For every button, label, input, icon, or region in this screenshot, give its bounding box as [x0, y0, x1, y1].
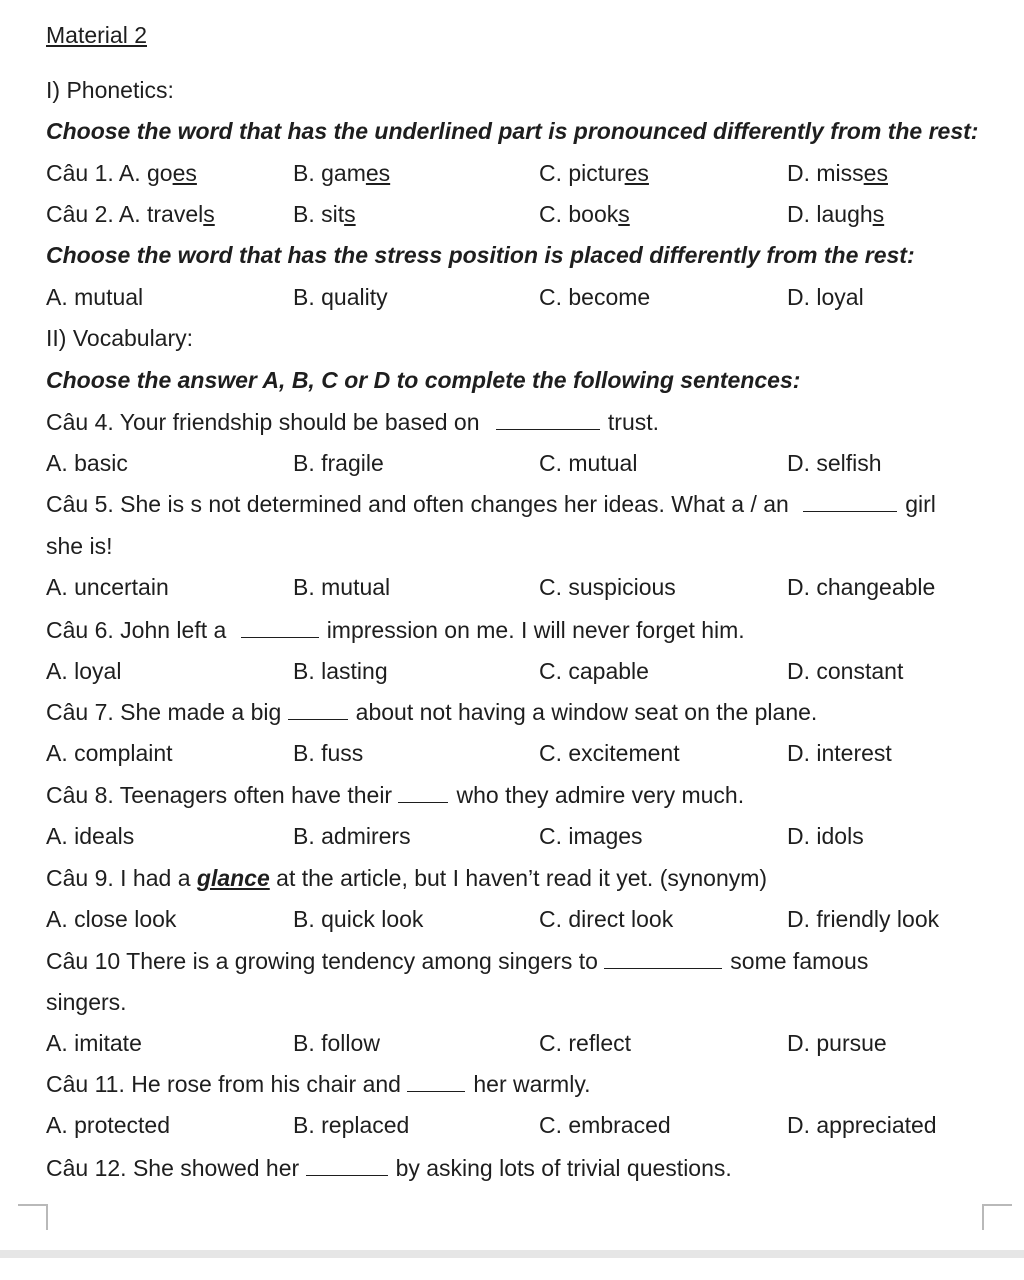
q9-option-a: A. close look	[46, 906, 177, 932]
q10-option-b: B. follow	[293, 1030, 380, 1056]
page-corner-mark-right	[982, 1204, 1012, 1230]
section-vocabulary-heading: II) Vocabulary:	[46, 325, 194, 351]
page-bottom-divider	[0, 1250, 1024, 1258]
q9-option-d: D. friendly look	[787, 906, 940, 932]
q11-stem: Câu 11. He rose from his chair and her warmly.	[46, 1071, 591, 1097]
q4-option-c: C. mutual	[539, 450, 638, 476]
q1-option-c: C. pictures	[539, 160, 649, 186]
q1-option-a: Câu 1. A. goes	[46, 160, 197, 186]
q11-option-b: B. replaced	[293, 1112, 410, 1138]
q3-option-a: A. mutual	[46, 284, 144, 310]
q7-option-c: C. excitement	[539, 740, 680, 766]
q5-option-d: D. changeable	[787, 574, 936, 600]
q2-option-a: Câu 2. A. travels	[46, 201, 215, 227]
q10-option-c: C. reflect	[539, 1030, 632, 1056]
q3-option-d: D. loyal	[787, 284, 864, 310]
q7-option-d: D. interest	[787, 740, 892, 766]
instruction-vocabulary: Choose the answer A, B, C or D to complete the following sentences:	[46, 367, 801, 393]
q2-option-c: C. books	[539, 201, 630, 227]
q7-stem: Câu 7. She made a big about not having a window seat on the plane.	[46, 699, 818, 725]
q11-option-a: A. protected	[46, 1112, 171, 1138]
q7-option-b: B. fuss	[293, 740, 364, 766]
q4-stem: Câu 4. Your friendship should be based on trust.	[46, 409, 660, 435]
q8-option-c: C. images	[539, 823, 643, 849]
q8-option-b: B. admirers	[293, 823, 411, 849]
q6-option-b: B. lasting	[293, 658, 388, 684]
q1-option-b: B. games	[293, 160, 391, 186]
q6-option-d: D. constant	[787, 658, 904, 684]
q6-option-a: A. loyal	[46, 658, 122, 684]
q8-option-d: D. idols	[787, 823, 864, 849]
q5-option-b: B. mutual	[293, 574, 391, 600]
q10-stem: Câu 10 There is a growing tendency among singers to some famous	[46, 948, 869, 974]
instruction-stress: Choose the word that has the stress position is placed differently from the rest:	[46, 242, 915, 268]
q9-option-c: C. direct look	[539, 906, 674, 932]
q6-stem: Câu 6. John left a impression on me. I will never forget him.	[46, 617, 745, 643]
page-title: Material 2	[46, 22, 147, 48]
section-phonetics-heading: I) Phonetics:	[46, 77, 174, 103]
q4-option-b: B. fragile	[293, 450, 384, 476]
q5-stem-line2: she is!	[46, 533, 113, 559]
q8-option-a: A. ideals	[46, 823, 135, 849]
instruction-pronunciation: Choose the word that has the underlined part is pronounced differently from the rest:	[46, 118, 979, 144]
q2-option-d: D. laughs	[787, 201, 885, 227]
q5-option-c: C. suspicious	[539, 574, 676, 600]
q10-stem-line2: singers.	[46, 989, 127, 1015]
q1-option-d: D. misses	[787, 160, 888, 186]
q8-stem: Câu 8. Teenagers often have their who they admire very much.	[46, 782, 745, 808]
q4-option-d: D. selfish	[787, 450, 882, 476]
q4-option-a: A. basic	[46, 450, 128, 476]
q2-option-b: B. sits	[293, 201, 356, 227]
q6-option-c: C. capable	[539, 658, 649, 684]
q11-option-d: D. appreciated	[787, 1112, 937, 1138]
q11-option-c: C. embraced	[539, 1112, 671, 1138]
q3-option-b: B. quality	[293, 284, 388, 310]
q3-option-c: C. become	[539, 284, 651, 310]
q10-option-a: A. imitate	[46, 1030, 142, 1056]
q7-option-a: A. complaint	[46, 740, 173, 766]
q9-option-b: B. quick look	[293, 906, 424, 932]
q9-stem: Câu 9. I had a glance at the article, but I haven’t read it yet. (synonym)	[46, 865, 768, 891]
page-corner-mark-left	[18, 1204, 48, 1230]
q5-stem: Câu 5. She is s not determined and often changes her ideas. What a / an girl	[46, 491, 936, 517]
q10-option-d: D. pursue	[787, 1030, 887, 1056]
q5-option-a: A. uncertain	[46, 574, 169, 600]
q12-stem: Câu 12. She showed her by asking lots of trivial questions.	[46, 1155, 732, 1181]
q9-target-word: glance	[196, 865, 270, 891]
